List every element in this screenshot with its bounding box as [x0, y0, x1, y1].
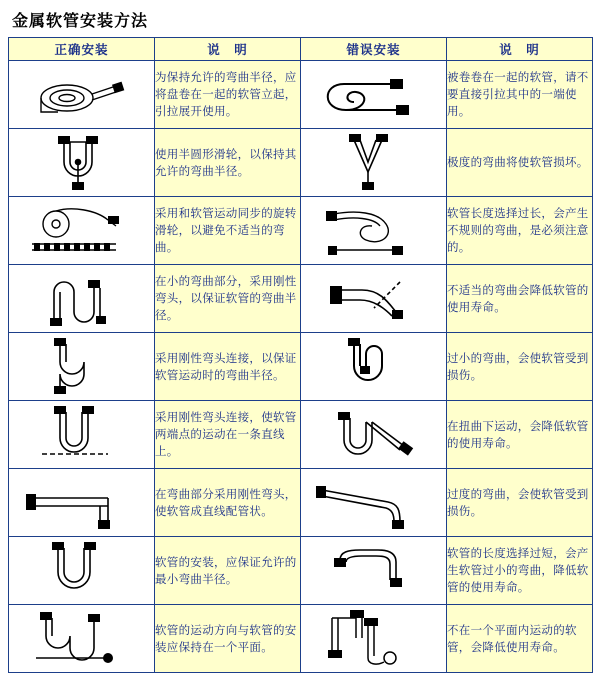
hose-in-same-plane-motion-icon [12, 608, 152, 670]
wrong-illustration-cell [301, 197, 447, 265]
wrong-description: 不适当的弯曲会降低软管的使用寿命。 [447, 265, 593, 333]
correct-description: 在弯曲部分采用刚性弯头，使软管成直线配管状。 [155, 469, 301, 537]
wrong-illustration-cell [301, 469, 447, 537]
wrong-description: 极度的弯曲将使软管损坏。 [447, 129, 593, 197]
rotating-pulley-with-chain-icon [12, 200, 152, 262]
correct-illustration-cell [9, 605, 155, 673]
correct-description: 在小的弯曲部分，采用刚性弯头，以保证软管的弯曲半径。 [155, 265, 301, 333]
correct-illustration-cell [9, 197, 155, 265]
table-row [9, 333, 593, 401]
coiled-hose-roll-icon [12, 64, 152, 126]
u-bend-with-semicircle-pulley-icon [12, 132, 152, 194]
u-loop-minimum-bend-radius-icon [12, 540, 152, 602]
rigid-elbow-s-curve-icon [12, 336, 152, 398]
wrong-illustration-cell [301, 537, 447, 605]
correct-description: 软管的运动方向与软管的安装应保持在一个平面。 [155, 605, 301, 673]
wrong-description: 软管长度选择过长，会产生不规则的弯曲，是必须注意的。 [447, 197, 593, 265]
wrong-description: 软管的长度选择过短，会产生软管过小的弯曲，降低软管的使用寿命。 [447, 537, 593, 605]
twisted-u-hose-icon [304, 404, 444, 466]
wrong-description: 不在一个平面内运动的软管，会降低使用寿命。 [447, 605, 593, 673]
loose-long-hose-loop-icon [304, 200, 444, 262]
wrong-illustration-cell [301, 129, 447, 197]
sharp-v-bend-hose-icon [304, 132, 444, 194]
page-title: 金属软管安装方法 [12, 11, 149, 30]
correct-description: 采用刚性弯头连接，以保证软管运动时的弯曲半径。 [155, 333, 301, 401]
wrong-illustration-cell [301, 61, 447, 129]
table-row [9, 129, 593, 197]
wrong-illustration-cell [301, 605, 447, 673]
correct-illustration-cell [9, 537, 155, 605]
wrong-description: 在扭曲下运动，会降低软管的使用寿命。 [447, 401, 593, 469]
table-header-row [9, 38, 593, 61]
correct-description: 软管的安装，应保证允许的最小弯曲半径。 [155, 537, 301, 605]
wrong-description: 过小的弯曲，会使软管受到损伤。 [447, 333, 593, 401]
header-wrong-install: 错误安装 [301, 38, 447, 61]
correct-illustration-cell [9, 401, 155, 469]
correct-illustration-cell [9, 333, 155, 401]
wrong-description: 过度的弯曲，会使软管受到损伤。 [447, 469, 593, 537]
correct-description: 为保持允许的弯曲半径，应将盘卷在一起的软管立起，引拉展开使用。 [155, 61, 301, 129]
installation-methods-table [8, 37, 593, 673]
correct-illustration-cell [9, 129, 155, 197]
wrong-illustration-cell [301, 333, 447, 401]
wrong-illustration-cell [301, 401, 447, 469]
too-small-bend-radius-curl-icon [304, 336, 444, 398]
improper-tight-bend-at-fitting-icon [304, 268, 444, 330]
wrong-illustration-cell [301, 265, 447, 333]
correct-description: 采用刚性弯头连接，使软管两端点的运动在一条直线上。 [155, 401, 301, 469]
correct-illustration-cell [9, 469, 155, 537]
over-long-hose-square-bend-icon [304, 540, 444, 602]
header-correct-install: 正确安装 [9, 38, 155, 61]
table-row [9, 61, 593, 129]
hose-out-of-plane-motion-icon [304, 608, 444, 670]
table-row [9, 265, 593, 333]
rigid-elbow-u-straight-line-icon [12, 404, 152, 466]
correct-illustration-cell [9, 265, 155, 333]
straight-pipe-with-elbow-icon [12, 472, 152, 534]
table-row [9, 197, 593, 265]
wrong-description: 被卷卷在一起的软管，请不要直接引拉其中的一端使用。 [447, 61, 593, 129]
flat-coiled-hose-pulled-icon [304, 64, 444, 126]
rigid-elbow-small-bend-icon [12, 268, 152, 330]
over-bent-straight-hose-icon [304, 472, 444, 534]
correct-description: 采用和软管运动同步的旋转滑轮，以避免不适当的弯曲。 [155, 197, 301, 265]
correct-illustration-cell [9, 61, 155, 129]
header-wrong-desc: 说 明 [447, 38, 593, 61]
header-correct-desc: 说 明 [155, 38, 301, 61]
table-row [9, 605, 593, 673]
correct-description: 使用半圆形滑轮，以保持其允许的弯曲半径。 [155, 129, 301, 197]
table-row [9, 537, 593, 605]
table-row [9, 469, 593, 537]
table-row [9, 401, 593, 469]
